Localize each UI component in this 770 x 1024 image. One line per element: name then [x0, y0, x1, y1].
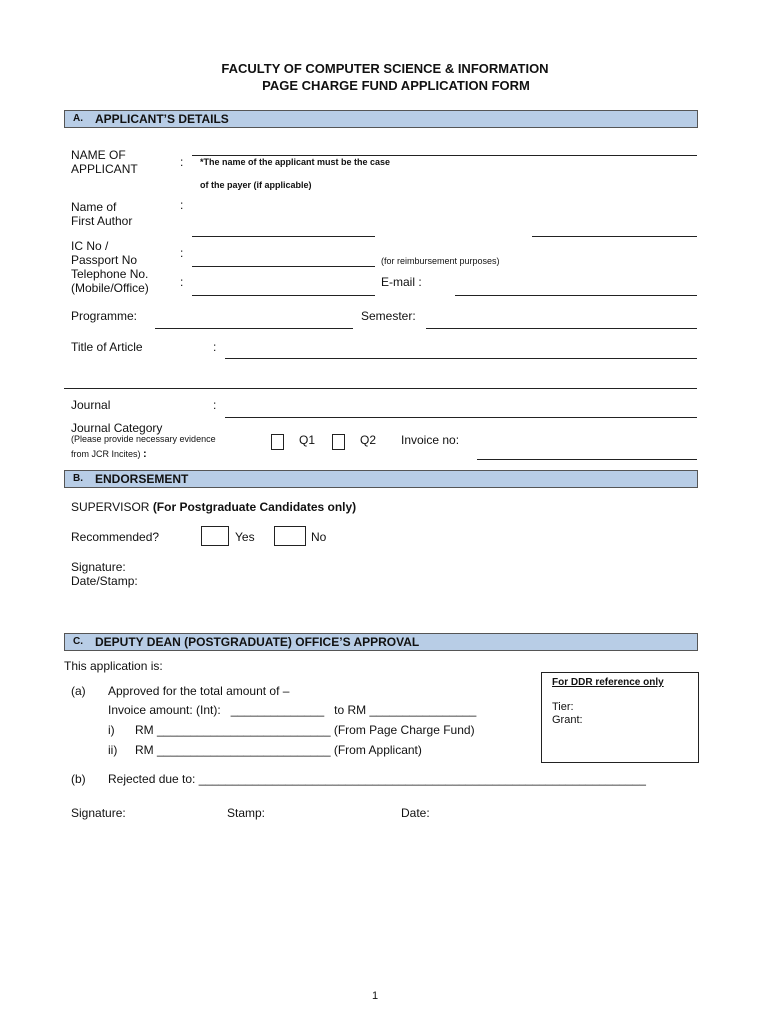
approval-date-label: Date: [401, 806, 430, 820]
colon: : [180, 275, 184, 289]
recommended-yes-box[interactable] [201, 526, 229, 546]
no-label: No [311, 530, 327, 544]
approval-signature-label: Signature: [71, 806, 126, 820]
ic-passport-label: IC No / Passport No [71, 239, 138, 267]
telephone-field[interactable] [192, 295, 375, 296]
section-a-title: APPLICANT’S DETAILS [95, 112, 229, 126]
page-number: 1 [372, 990, 379, 1002]
first-author-label: Name of First Author [71, 200, 133, 228]
section-c-header [64, 633, 698, 651]
journal-field[interactable] [225, 417, 697, 418]
q1-checkbox[interactable] [271, 434, 284, 450]
invoice-no-field[interactable] [477, 459, 697, 460]
invoice-amount-line[interactable]: Invoice amount: (Int): ______________ to RM ________________ [108, 703, 477, 717]
evidence-note-1: (Please provide necessary evidence [71, 434, 216, 444]
title-of-article-field-2[interactable] [64, 388, 697, 389]
recommended-label: Recommended? [71, 530, 160, 544]
email-field[interactable] [455, 295, 697, 296]
colon: : [213, 398, 217, 412]
q2-checkbox[interactable] [332, 434, 345, 450]
colon: : [180, 198, 184, 212]
applicant-name-note-2: of the payer (if applicable) [200, 180, 312, 190]
section-c-letter: C. [73, 636, 83, 647]
colon: : [180, 246, 184, 260]
supervisor-signature-label: Signature: [71, 560, 126, 574]
recommended-no-box[interactable] [274, 526, 306, 546]
programme-label: Programme: [71, 309, 138, 323]
evidence-note-2: from JCR Incites) : [71, 448, 147, 460]
tier-label: Tier: [552, 701, 574, 713]
applicant-amount[interactable]: RM __________________________ (From Applicant) [135, 743, 422, 757]
ddr-reference-header: For DDR reference only [552, 677, 664, 688]
first-author-field[interactable] [192, 236, 375, 237]
option-a-label: (a) [71, 684, 86, 698]
ddr-reference-box [541, 672, 699, 763]
title-of-article-field[interactable] [225, 358, 697, 359]
form-title-line1: FACULTY OF COMPUTER SCIENCE & INFORMATION [221, 61, 549, 76]
application-status-intro: This application is: [64, 659, 163, 673]
email-label: E-mail : [381, 275, 422, 289]
grant-label: Grant: [552, 714, 583, 726]
approval-stamp-label: Stamp: [227, 806, 266, 820]
section-b-header [64, 470, 698, 488]
q2-label: Q2 [360, 433, 377, 447]
item-i-label: i) [108, 723, 115, 737]
journal-label: Journal [71, 398, 111, 412]
section-a-letter: A. [73, 113, 83, 124]
name-of-applicant-label: NAME OF APPLICANT [71, 148, 138, 176]
title-of-article-label: Title of Article [71, 340, 143, 354]
invoice-no-label: Invoice no: [401, 433, 460, 447]
colon: : [180, 155, 184, 169]
supervisor-heading: SUPERVISOR (For Postgraduate Candidates only) [71, 500, 357, 514]
page-charge-fund-amount[interactable]: RM __________________________ (From Page Charge Fund) [135, 723, 475, 737]
option-b-label: (b) [71, 772, 86, 786]
applicant-name-note-1: *The name of the applicant must be the case [200, 157, 391, 167]
telephone-label: Telephone No. (Mobile/Office) [71, 267, 149, 295]
colon: : [213, 340, 217, 354]
ic-passport-field[interactable] [192, 266, 375, 267]
form-title-line2: PAGE CHARGE FUND APPLICATION FORM [262, 78, 530, 93]
first-author-field-2[interactable] [532, 236, 697, 237]
item-ii-label: ii) [108, 743, 118, 757]
yes-label: Yes [235, 530, 255, 544]
rejected-due-to-line[interactable]: Rejected due to: ___________________________________________________________________ [108, 772, 646, 786]
programme-field[interactable] [155, 328, 353, 329]
supervisor-date-stamp-label: Date/Stamp: [71, 574, 138, 588]
section-b-title: ENDORSEMENT [95, 472, 189, 486]
journal-category-label: Journal Category [71, 421, 163, 435]
section-c-title: DEPUTY DEAN (POSTGRADUATE) OFFICE’S APPROVAL [95, 635, 420, 649]
q1-label: Q1 [299, 433, 316, 447]
semester-field[interactable] [426, 328, 697, 329]
semester-label: Semester: [361, 309, 416, 323]
section-b-letter: B. [73, 473, 83, 484]
applicant-name-field[interactable] [192, 155, 697, 156]
section-a-header [64, 110, 698, 128]
reimbursement-note: (for reimbursement purposes) [381, 256, 500, 266]
approved-text: Approved for the total amount of – [108, 684, 290, 698]
